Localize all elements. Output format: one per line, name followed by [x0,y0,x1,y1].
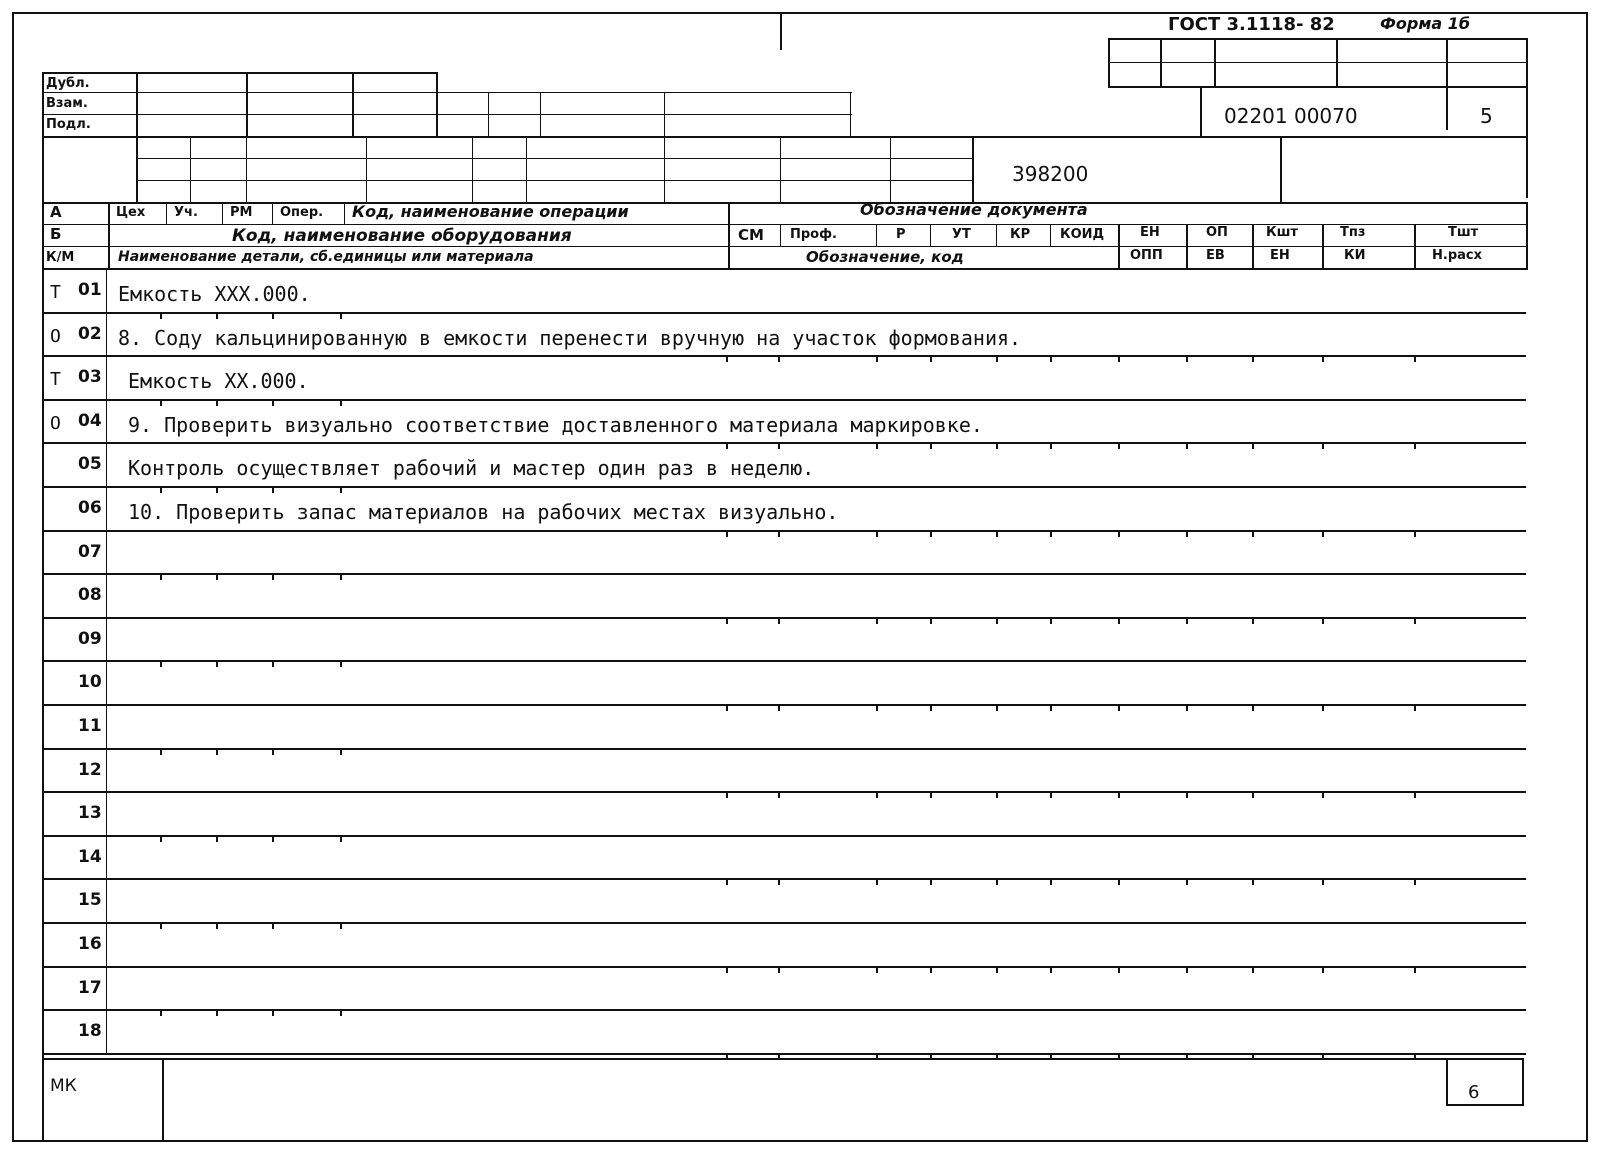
row-km-prefix: К/М [46,250,75,265]
grid-line [1446,38,1448,130]
row-num-divider [106,268,107,312]
row-divider [42,748,1526,750]
row-num-divider [106,399,107,443]
row-prefix: О [50,412,61,434]
grid-line [472,136,473,202]
doc-code: 02201 00070 [1224,104,1358,128]
grid-line [108,202,110,268]
grid-line [1108,38,1110,86]
column-tick [778,442,780,449]
column-tick [930,966,932,973]
grid-line [780,136,781,202]
row-text: Емкость XX.000. [128,369,309,394]
col-opp: ОПП [1130,248,1163,263]
grid-line [996,224,997,246]
grid-line [1322,224,1324,268]
col-designation-code: Обозначение, код [806,248,964,266]
grid-line [136,72,138,202]
column-tick [778,791,780,798]
column-tick [1252,966,1254,973]
column-tick [876,878,878,885]
footer-sheet-number: 6 [1468,1082,1480,1103]
column-tick [930,704,932,711]
column-tick [996,355,998,362]
column-tick [778,878,780,885]
grid-line [1526,202,1528,268]
grid-line [850,92,851,136]
grid-line [166,202,167,224]
column-tick [272,748,274,755]
column-tick [216,312,218,319]
row-num-divider [106,442,107,486]
column-tick [1118,530,1120,537]
row-divider [42,442,1526,444]
row-divider [42,486,1526,488]
column-tick [340,573,342,580]
row-divider [42,1053,1526,1055]
column-tick [1322,530,1324,537]
column-tick [778,966,780,973]
column-tick [340,399,342,406]
row-number: 16 [78,934,102,954]
row-divider [42,835,1526,837]
col-nrash: Н.расх [1432,248,1482,263]
col-tpz: Тпз [1340,225,1366,240]
grid-line [190,136,191,202]
row-num-divider [106,312,107,356]
grid-line [1414,224,1416,268]
grid-line [42,224,1528,225]
col-part-name: Наименование детали, сб.единицы или материала [118,249,534,265]
grid-line [1108,38,1528,40]
grid-line [972,136,974,202]
col-operation-name: Код, наименование операции [352,202,629,221]
column-tick [216,660,218,667]
column-tick [340,748,342,755]
column-tick [1050,704,1052,711]
row-divider [42,573,1526,575]
row-number: 02 [78,323,102,344]
column-tick [1118,791,1120,798]
document-frame [12,12,1588,1142]
row-number: 17 [78,977,102,998]
column-tick [272,399,274,406]
row-text: 8. Соду кальцинированную в емкости перенести вручную на участок формования. [118,325,1022,350]
column-tick [1118,966,1120,973]
row-number: 18 [78,1021,102,1042]
row-num-divider [106,617,107,661]
grid-line [1446,1058,1448,1106]
col-en2: ЕН [1270,248,1290,263]
stamp-vzam-label: Взам. [46,96,88,111]
row-number: 06 [78,498,102,518]
footer-form-label: МК [50,1076,77,1096]
column-tick [1414,704,1416,711]
grid-line [890,136,891,202]
grid-line [222,202,223,224]
column-tick [1186,791,1188,798]
grid-line [1214,38,1216,86]
grid-line [1118,224,1120,268]
grid-line [1522,1058,1524,1106]
form-label: Форма 1б [1380,14,1471,33]
row-num-divider [106,966,107,1010]
column-tick [340,486,342,493]
column-tick [726,442,728,449]
column-tick [1252,442,1254,449]
col-ki: КИ [1344,248,1366,263]
col-uch: Уч. [174,205,198,220]
row-divider [42,660,1526,662]
row-num-divider [106,878,107,922]
column-tick [930,617,932,624]
column-tick [272,660,274,667]
column-tick [216,835,218,842]
column-tick [996,530,998,537]
row-number: 15 [78,890,102,911]
row-divider [42,312,1526,314]
col-equipment-name: Код, наименование оборудования [232,226,572,246]
row-text: 9. Проверить визуально соответствие доставленного материала маркировке. [128,412,983,437]
row-text: Контроль осуществляет рабочий и мастер один раз в неделю. [128,456,815,481]
column-tick [216,748,218,755]
row-num-divider [106,704,107,748]
column-tick [1118,704,1120,711]
column-tick [996,791,998,798]
grid-line [664,92,665,136]
grid-line [162,1058,164,1142]
grid-line [1446,1104,1522,1106]
col-koid: КОИД [1060,227,1105,242]
row-number: 05 [78,454,102,475]
column-tick [1118,355,1120,362]
grid-line [352,72,354,136]
column-tick [340,922,342,929]
row-number: 12 [78,759,102,780]
column-tick [216,1009,218,1016]
column-tick [1252,704,1254,711]
column-tick [272,1009,274,1016]
grid-line [664,136,665,202]
row-divider [42,1009,1526,1011]
sheet-top: 5 [1480,104,1493,128]
grid-line [436,72,438,136]
column-tick [726,704,728,711]
column-tick [1322,442,1324,449]
grid-line [526,136,527,202]
row-divider [42,878,1526,880]
column-tick [1322,966,1324,973]
row-divider [42,966,1526,968]
col-sm: СМ [738,226,764,244]
column-tick [272,835,274,842]
column-tick [1186,530,1188,537]
grid-line [42,1058,1522,1060]
row-number: 03 [78,367,102,388]
column-tick [930,791,932,798]
column-tick [1050,442,1052,449]
row-number: 08 [78,585,102,606]
column-tick [930,355,932,362]
column-tick [1118,442,1120,449]
grid-line [1526,38,1528,198]
row-divider [42,355,1526,357]
grid-line [1108,86,1528,88]
column-tick [160,486,162,493]
grid-line [1160,38,1162,86]
row-number: 09 [78,628,102,649]
column-tick [1186,966,1188,973]
grid-line [1200,86,1202,136]
doc-number: 398200 [1012,162,1089,186]
column-tick [1050,791,1052,798]
column-tick [778,355,780,362]
column-tick [1252,791,1254,798]
grid-line [42,246,1528,247]
column-tick [1252,878,1254,885]
column-tick [1322,704,1324,711]
row-text: Емкость XXX.000. [118,282,311,306]
column-tick [216,399,218,406]
grid-line [272,202,273,224]
column-tick [1322,791,1324,798]
grid-line [1252,224,1254,268]
column-tick [160,312,162,319]
column-tick [996,617,998,624]
row-num-divider [106,922,107,966]
col-en: ЕН [1140,225,1160,240]
column-tick [876,966,878,973]
column-tick [1050,355,1052,362]
grid-line [1050,224,1051,246]
row-num-divider [106,355,107,399]
grid-line [42,268,1528,270]
row-num-divider [106,573,107,617]
column-tick [726,878,728,885]
column-tick [1322,617,1324,624]
column-tick [216,922,218,929]
column-tick [1322,878,1324,885]
column-tick [726,791,728,798]
column-tick [1414,442,1416,449]
row-b-prefix: Б [50,225,62,243]
column-tick [160,660,162,667]
column-tick [930,442,932,449]
column-tick [1050,530,1052,537]
column-tick [272,922,274,929]
row-number: 07 [78,541,102,562]
grid-line [366,136,367,202]
standard-label: ГОСТ 3.1118- 82 [1168,14,1335,35]
column-tick [1118,878,1120,885]
grid-line [42,72,438,74]
grid-line [1280,136,1282,202]
row-divider [42,530,1526,532]
row-text: 10. Проверить запас материалов на рабочих местах визуально. [128,500,839,524]
column-tick [340,660,342,667]
row-divider [42,704,1526,706]
row-a-prefix: А [50,203,62,221]
col-document-designation: Обозначение документа [860,200,1088,219]
column-tick [160,922,162,929]
col-op: ОП [1206,225,1228,240]
column-tick [1186,704,1188,711]
grid-line [540,92,541,136]
col-r: Р [896,227,906,242]
grid-line [876,224,877,246]
column-tick [876,617,878,624]
column-tick [160,835,162,842]
column-tick [1118,617,1120,624]
column-tick [272,573,274,580]
grid-line [488,92,489,136]
column-tick [876,791,878,798]
row-prefix: О [50,325,61,347]
grid-line [780,224,781,246]
column-tick [1414,966,1416,973]
column-tick [1414,791,1416,798]
row-num-divider [106,1009,107,1053]
col-tst: Тшт [1448,225,1479,240]
grid-line [42,92,852,93]
grid-line [42,136,1528,138]
grid-line [1186,224,1188,268]
column-tick [930,530,932,537]
column-tick [160,1009,162,1016]
column-tick [1050,878,1052,885]
row-number: 13 [78,803,102,824]
column-tick [726,617,728,624]
row-divider [42,791,1526,793]
column-tick [778,530,780,537]
column-tick [1186,355,1188,362]
column-tick [996,966,998,973]
grid-line [344,202,345,224]
column-tick [726,966,728,973]
grid-line [930,224,931,246]
top-mark [780,12,782,50]
column-tick [160,748,162,755]
stamp-dubl-label: Дубл. [46,76,90,91]
column-tick [1252,355,1254,362]
col-oper: Опер. [280,205,324,220]
row-number: 11 [78,716,102,736]
column-tick [272,486,274,493]
column-tick [1414,530,1416,537]
row-divider [42,617,1526,619]
column-tick [1050,966,1052,973]
column-tick [778,617,780,624]
column-tick [216,573,218,580]
column-tick [340,312,342,319]
column-tick [1186,617,1188,624]
grid-line [246,136,247,202]
row-number: 10 [78,672,102,693]
column-tick [1414,617,1416,624]
column-tick [1186,878,1188,885]
grid-line [42,202,1528,204]
column-tick [930,878,932,885]
column-tick [160,399,162,406]
row-number: 04 [78,410,102,431]
col-ut: УТ [952,227,971,242]
row-num-divider [106,486,107,530]
row-prefix: Т [50,369,61,391]
column-tick [726,355,728,362]
row-num-divider [106,660,107,704]
col-kst: Кшт [1266,225,1298,240]
column-tick [160,573,162,580]
row-num-divider [106,530,107,574]
grid-line [42,72,44,1142]
grid-line [1336,38,1338,86]
col-ev: ЕВ [1206,248,1225,263]
grid-line [246,72,248,136]
column-tick [876,704,878,711]
row-num-divider [106,835,107,879]
grid-line [728,202,730,268]
column-tick [726,530,728,537]
row-number: 01 [78,280,102,300]
col-prof: Проф. [790,227,837,242]
col-tseh: Цех [116,205,146,220]
column-tick [876,530,878,537]
column-tick [1414,878,1416,885]
column-tick [778,704,780,711]
column-tick [340,1009,342,1016]
row-num-divider [106,748,107,792]
col-kr: КР [1010,227,1031,242]
row-divider [42,399,1526,401]
column-tick [1414,355,1416,362]
column-tick [1186,442,1188,449]
grid-line [1108,62,1528,63]
column-tick [216,486,218,493]
column-tick [1050,617,1052,624]
row-divider [42,922,1526,924]
grid-line [136,158,972,159]
column-tick [876,355,878,362]
grid-line [42,114,852,115]
column-tick [996,704,998,711]
col-rm: РМ [230,205,253,220]
column-tick [1252,530,1254,537]
column-tick [272,312,274,319]
row-prefix: Т [50,282,61,303]
column-tick [1322,355,1324,362]
column-tick [996,878,998,885]
column-tick [876,442,878,449]
row-number: 14 [78,846,102,867]
column-tick [1252,617,1254,624]
stamp-podl-label: Подл. [46,117,91,132]
column-tick [996,442,998,449]
column-tick [340,835,342,842]
grid-line [136,180,972,181]
row-num-divider [106,791,107,835]
